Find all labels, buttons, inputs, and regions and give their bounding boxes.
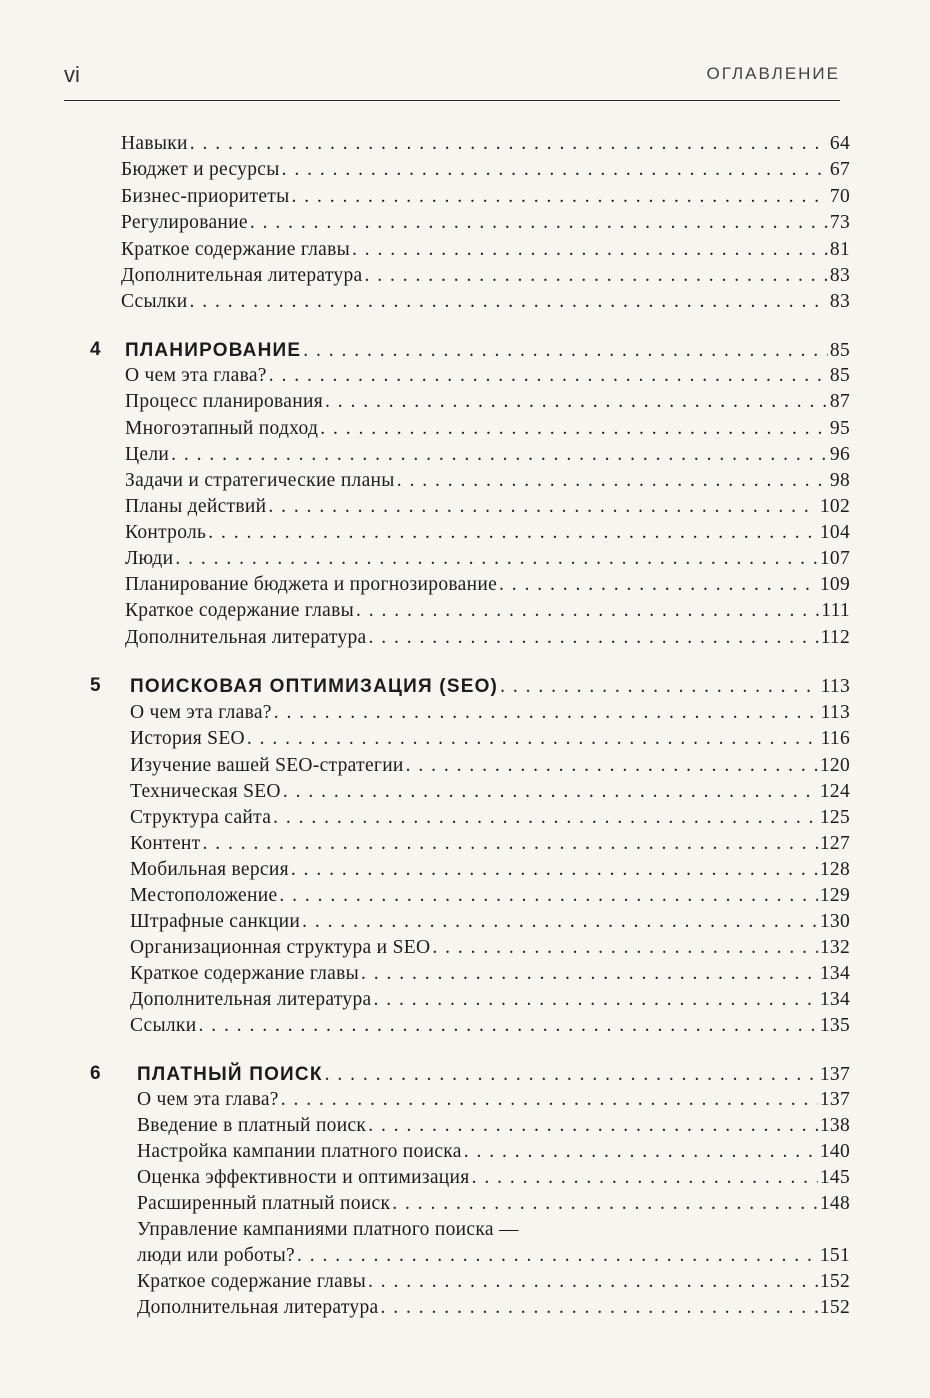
toc-entry-label: Бизнес-приоритеты: [121, 186, 290, 207]
toc-page-number: 124: [819, 781, 850, 802]
toc-entry-label: Планы действий: [125, 496, 267, 517]
dot-leader: [247, 725, 819, 753]
toc-entry: [130, 960, 850, 988]
dot-leader: [368, 624, 818, 652]
dot-leader: [273, 804, 818, 832]
toc-page-number: 129: [819, 885, 850, 906]
toc-entry-label: Управление кампаниями платного поиска —: [137, 1219, 519, 1240]
toc-entry: [121, 183, 850, 211]
running-header: [64, 58, 840, 101]
toc-entry-label: Навыки: [121, 133, 188, 154]
toc-entry: [121, 156, 850, 184]
toc-page-number: 85: [829, 340, 850, 361]
toc-page-number: 109: [819, 574, 850, 595]
toc-page-number: 64: [829, 133, 850, 154]
toc-entry: [125, 597, 850, 625]
toc-page-number: 137: [819, 1089, 850, 1110]
chapter-heading: [125, 337, 850, 365]
toc-entry: [125, 415, 850, 443]
dot-leader: [171, 441, 828, 469]
toc-entry: [125, 467, 850, 495]
toc-entry-label: Техническая SEO: [130, 781, 281, 802]
dot-leader: [472, 1164, 818, 1192]
toc-page-number: 152: [819, 1271, 850, 1292]
toc-page-number: 98: [829, 470, 850, 491]
toc-page-number: 134: [819, 989, 850, 1010]
dot-leader: [464, 1138, 818, 1166]
toc-page-number: 83: [829, 291, 850, 312]
toc-entry-label: Структура сайта: [130, 807, 272, 828]
toc-entry: [130, 804, 850, 832]
toc-entry: [137, 1086, 850, 1114]
toc-entry-label: Штрафные санкции: [130, 911, 301, 932]
toc-page-number: 148: [819, 1193, 850, 1214]
toc-page-number: 138: [819, 1115, 850, 1136]
toc-entry: [121, 130, 850, 158]
toc-page-number: 111: [821, 600, 850, 621]
toc-page-number: 67: [829, 159, 850, 180]
toc-page-number: 128: [819, 859, 850, 880]
toc-entry-label: Процесс планирования: [125, 391, 323, 412]
toc-page-number: 113: [820, 676, 850, 697]
toc-page-number: 127: [819, 833, 850, 854]
toc-entry: [121, 262, 850, 290]
toc-entry-label: Регулирование: [121, 212, 248, 233]
toc-page-number: 73: [829, 212, 850, 233]
dot-leader: [302, 908, 818, 936]
toc-page-number: 87: [829, 391, 850, 412]
toc-entry: [130, 934, 850, 962]
toc-entry-label: Дополнительная литература: [137, 1297, 379, 1318]
toc-entry: [137, 1138, 850, 1166]
dot-leader: [499, 571, 818, 599]
dot-leader: [189, 288, 827, 316]
chapter-title: ПЛАНИРОВАНИЕ: [125, 340, 302, 361]
toc-entry-label: О чем эта глава?: [130, 702, 272, 723]
toc-page-number: 134: [819, 963, 850, 984]
chapter-number: 4: [90, 339, 101, 360]
dot-leader: [356, 597, 819, 625]
toc-page-number: 102: [819, 496, 850, 517]
toc-entry: [137, 1190, 850, 1218]
toc-entry-label: Ссылки: [121, 291, 188, 312]
toc-page-number: 104: [819, 522, 850, 543]
toc-page-number: 151: [819, 1245, 850, 1266]
toc-entry-label: Дополнительная литература: [130, 989, 372, 1010]
dot-leader: [325, 1061, 818, 1089]
toc-entry: [121, 236, 850, 264]
chapter-title: ПЛАТНЫЙ ПОИСК: [137, 1064, 323, 1085]
toc-entry-label: Мобильная версия: [130, 859, 289, 880]
toc-entry: [130, 725, 850, 753]
toc-entry: [130, 856, 850, 884]
toc-entry-label: люди или роботы?: [137, 1245, 296, 1266]
dot-leader: [325, 388, 828, 416]
page-number: vi: [64, 62, 80, 87]
toc-entry-label: Краткое содержание главы: [121, 239, 351, 260]
toc-entry: [130, 908, 850, 936]
dot-leader: [268, 493, 817, 521]
toc-entry-label: Дополнительная литература: [121, 265, 363, 286]
toc-entry-label: Цели: [125, 444, 170, 465]
toc-entry-label: Люди: [125, 548, 174, 569]
dot-leader: [373, 986, 817, 1014]
chapter-heading: [137, 1061, 850, 1089]
dot-leader: [432, 934, 818, 962]
dot-leader: [406, 752, 818, 780]
toc-entry-label: Организационная структура и SEO: [130, 937, 431, 958]
toc-page-number: 112: [820, 627, 850, 648]
dot-leader: [364, 262, 827, 290]
toc-entry-label: О чем эта глава?: [137, 1089, 279, 1110]
toc-page-number: 96: [829, 444, 850, 465]
dot-leader: [368, 1112, 818, 1140]
dot-leader: [320, 415, 828, 443]
dot-leader: [368, 1268, 818, 1296]
dot-leader: [291, 856, 818, 884]
toc-entry-label: Введение в платный поиск: [137, 1115, 367, 1136]
dot-leader: [281, 1086, 818, 1114]
toc-entry: [121, 209, 850, 237]
toc-entry-label: Контроль: [125, 522, 207, 543]
toc-page-number: 107: [819, 548, 850, 569]
toc-entry-label: Оценка эффективности и оптимизация: [137, 1167, 470, 1188]
toc-page-number: 116: [820, 728, 850, 749]
dot-leader: [198, 1012, 817, 1040]
toc-entry: [125, 441, 850, 469]
toc-entry: [130, 699, 850, 727]
toc-entry-label: Задачи и стратегические планы: [125, 470, 395, 491]
toc-entry: [137, 1164, 850, 1192]
dot-leader: [274, 699, 819, 727]
toc-entry-label: Краткое содержание главы: [125, 600, 355, 621]
toc-page-number: 113: [820, 702, 850, 723]
toc-page-number: 152: [819, 1297, 850, 1318]
dot-leader: [352, 236, 828, 264]
chapter-number: 6: [90, 1063, 101, 1084]
toc-page-number: 130: [819, 911, 850, 932]
toc-page-number: 135: [819, 1015, 850, 1036]
toc-entry: [130, 882, 850, 910]
toc-entry-label: Краткое содержание главы: [130, 963, 360, 984]
toc-entry-label: Дополнительная литература: [125, 627, 367, 648]
toc-entry: [130, 830, 850, 858]
dot-leader: [297, 1242, 818, 1270]
toc-entry: [125, 493, 850, 521]
toc-entry: [137, 1242, 850, 1270]
toc-entry: [130, 752, 850, 780]
dot-leader: [392, 1190, 818, 1218]
toc-entry-label: Настройка кампании платного поиска: [137, 1141, 462, 1162]
dot-leader: [175, 545, 817, 573]
toc-page-number: 132: [819, 937, 850, 958]
dot-leader: [190, 130, 828, 158]
dot-leader: [500, 673, 818, 701]
toc-entry-label: Контент: [130, 833, 201, 854]
toc-page-number: 137: [819, 1064, 850, 1085]
chapter-heading: [130, 673, 850, 701]
toc-entry: [125, 362, 850, 390]
dot-leader: [292, 183, 828, 211]
dot-leader: [282, 156, 828, 184]
toc-entry: [125, 545, 850, 573]
toc-entry: [121, 288, 850, 316]
toc-page-number: 95: [829, 418, 850, 439]
toc-entry: [125, 571, 850, 599]
toc-entry-label: История SEO: [130, 728, 245, 749]
toc-entry: [130, 1012, 850, 1040]
toc-entry: [137, 1112, 850, 1140]
dot-leader: [208, 519, 818, 547]
toc-entry: [137, 1294, 850, 1322]
running-title: ОГЛАВЛЕНИЕ: [706, 64, 840, 83]
toc-entry-label: Многоэтапный подход: [125, 418, 319, 439]
toc-entry-label: Расширенный платный поиск: [137, 1193, 391, 1214]
dot-leader: [202, 830, 817, 858]
dot-leader: [303, 337, 828, 365]
toc-entry-label: О чем эта глава?: [125, 365, 267, 386]
toc-entry-label: Ссылки: [130, 1015, 197, 1036]
toc-entry-label: Бюджет и ресурсы: [121, 159, 280, 180]
toc-page-number: 83: [829, 265, 850, 286]
toc-page-number: 70: [829, 186, 850, 207]
toc-page-number: 125: [819, 807, 850, 828]
toc-page-number: 120: [819, 755, 850, 776]
toc-entry: [125, 624, 850, 652]
toc-page-number: 81: [829, 239, 850, 260]
toc-page-number: 85: [829, 365, 850, 386]
dot-leader: [361, 960, 818, 988]
dot-leader: [250, 209, 828, 237]
toc-page-number: 140: [819, 1141, 850, 1162]
dot-leader: [380, 1294, 817, 1322]
toc-entry-label: Краткое содержание главы: [137, 1271, 367, 1292]
dot-leader: [269, 362, 828, 390]
toc-entry: [137, 1268, 850, 1296]
dot-leader: [279, 882, 817, 910]
toc-page-number: 145: [819, 1167, 850, 1188]
toc-entry-label: Планирование бюджета и прогнозирование: [125, 574, 498, 595]
chapter-number: 5: [90, 675, 101, 696]
toc-entry: [125, 519, 850, 547]
toc-entry: [130, 986, 850, 1014]
toc-entry: [130, 778, 850, 806]
dot-leader: [283, 778, 818, 806]
chapter-title: ПОИСКОВАЯ ОПТИМИЗАЦИЯ (SEO): [130, 676, 499, 697]
dot-leader: [397, 467, 828, 495]
toc-entry-label: Изучение вашей SEO-стратегии: [130, 755, 404, 776]
toc-entry: [125, 388, 850, 416]
toc-entry-label: Местоположение: [130, 885, 278, 906]
